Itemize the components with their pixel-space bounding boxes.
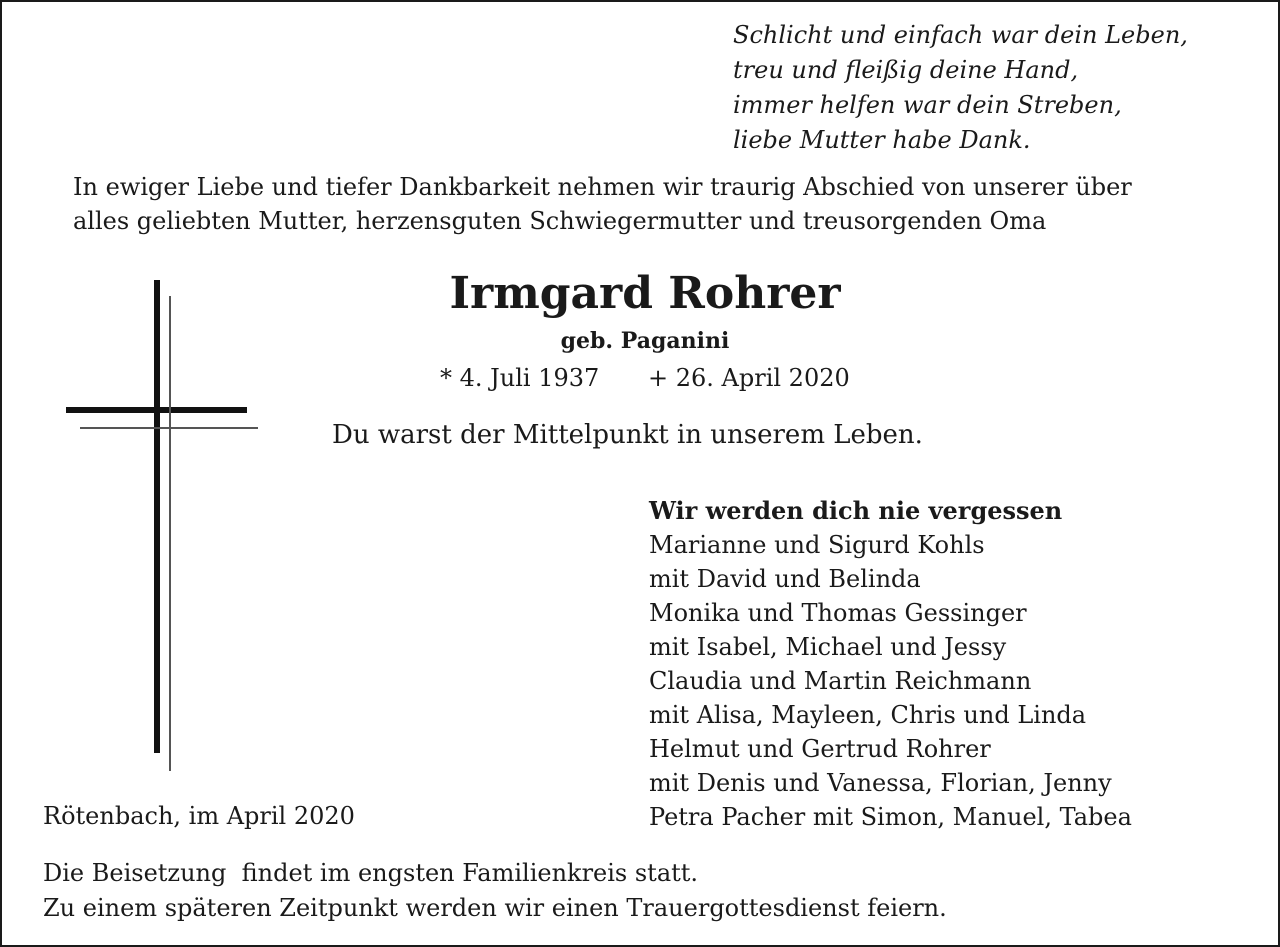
- intro-text: [73, 170, 1193, 238]
- funeral-notice: [43, 856, 947, 926]
- mourner-entry: Marianne und Sigurd Kohls: [649, 531, 985, 559]
- deceased-name: Irmgard Rohrer: [449, 268, 841, 319]
- poem-line: immer helfen war dein Streben,: [733, 91, 1122, 119]
- mourners-heading: Wir werden dich nie vergessen: [649, 496, 1063, 525]
- mourner-entry: mit Denis und Vanessa, Florian, Jenny: [649, 769, 1112, 797]
- cross-thin-vertical: [169, 296, 171, 771]
- motto: Du warst der Mittelpunkt in unserem Leben.: [332, 420, 923, 450]
- mourner-entry: Petra Pacher mit Simon, Manuel, Tabea: [649, 803, 1132, 831]
- place-and-date: Rötenbach, im April 2020: [43, 802, 355, 830]
- mourner-entry: Monika und Thomas Gessinger: [649, 599, 1027, 627]
- death-date: + 26. April 2020: [648, 364, 850, 392]
- maiden-name: geb. Paganini: [560, 328, 730, 354]
- intro-line: In ewiger Liebe und tiefer Dankbarkeit nehmen wir traurig Abschied von unserer über: [73, 173, 1132, 201]
- mourners-list: [649, 494, 1132, 834]
- poem: [733, 18, 1188, 158]
- mourners-names: [649, 528, 1132, 834]
- mourner-entry: mit David und Belinda: [649, 565, 921, 593]
- mourner-entry: Claudia und Martin Reichmann: [649, 667, 1032, 695]
- birth-date: * 4. Juli 1937: [440, 364, 600, 392]
- mourner-entry: mit Isabel, Michael und Jessy: [649, 633, 1007, 661]
- intro-line: alles geliebten Mutter, herzensguten Schwiegermutter und treusorgenden Oma: [73, 207, 1047, 235]
- poem-line: treu und fleißig deine Hand,: [733, 56, 1079, 84]
- cross-thin-horizontal: [80, 427, 258, 429]
- mourner-entry: Helmut und Gertrud Rohrer: [649, 735, 991, 763]
- mourner-entry: mit Alisa, Mayleen, Chris und Linda: [649, 701, 1087, 729]
- poem-line: Schlicht und einfach war dein Leben,: [733, 21, 1188, 49]
- poem-line: liebe Mutter habe Dank.: [733, 126, 1031, 154]
- notice-line: Die Beisetzung findet im engsten Familienkreis statt.: [43, 859, 699, 887]
- notice-line: Zu einem späteren Zeitpunkt werden wir einen Trauergottesdienst feiern.: [43, 894, 947, 922]
- cross-bold-horizontal: [66, 407, 247, 413]
